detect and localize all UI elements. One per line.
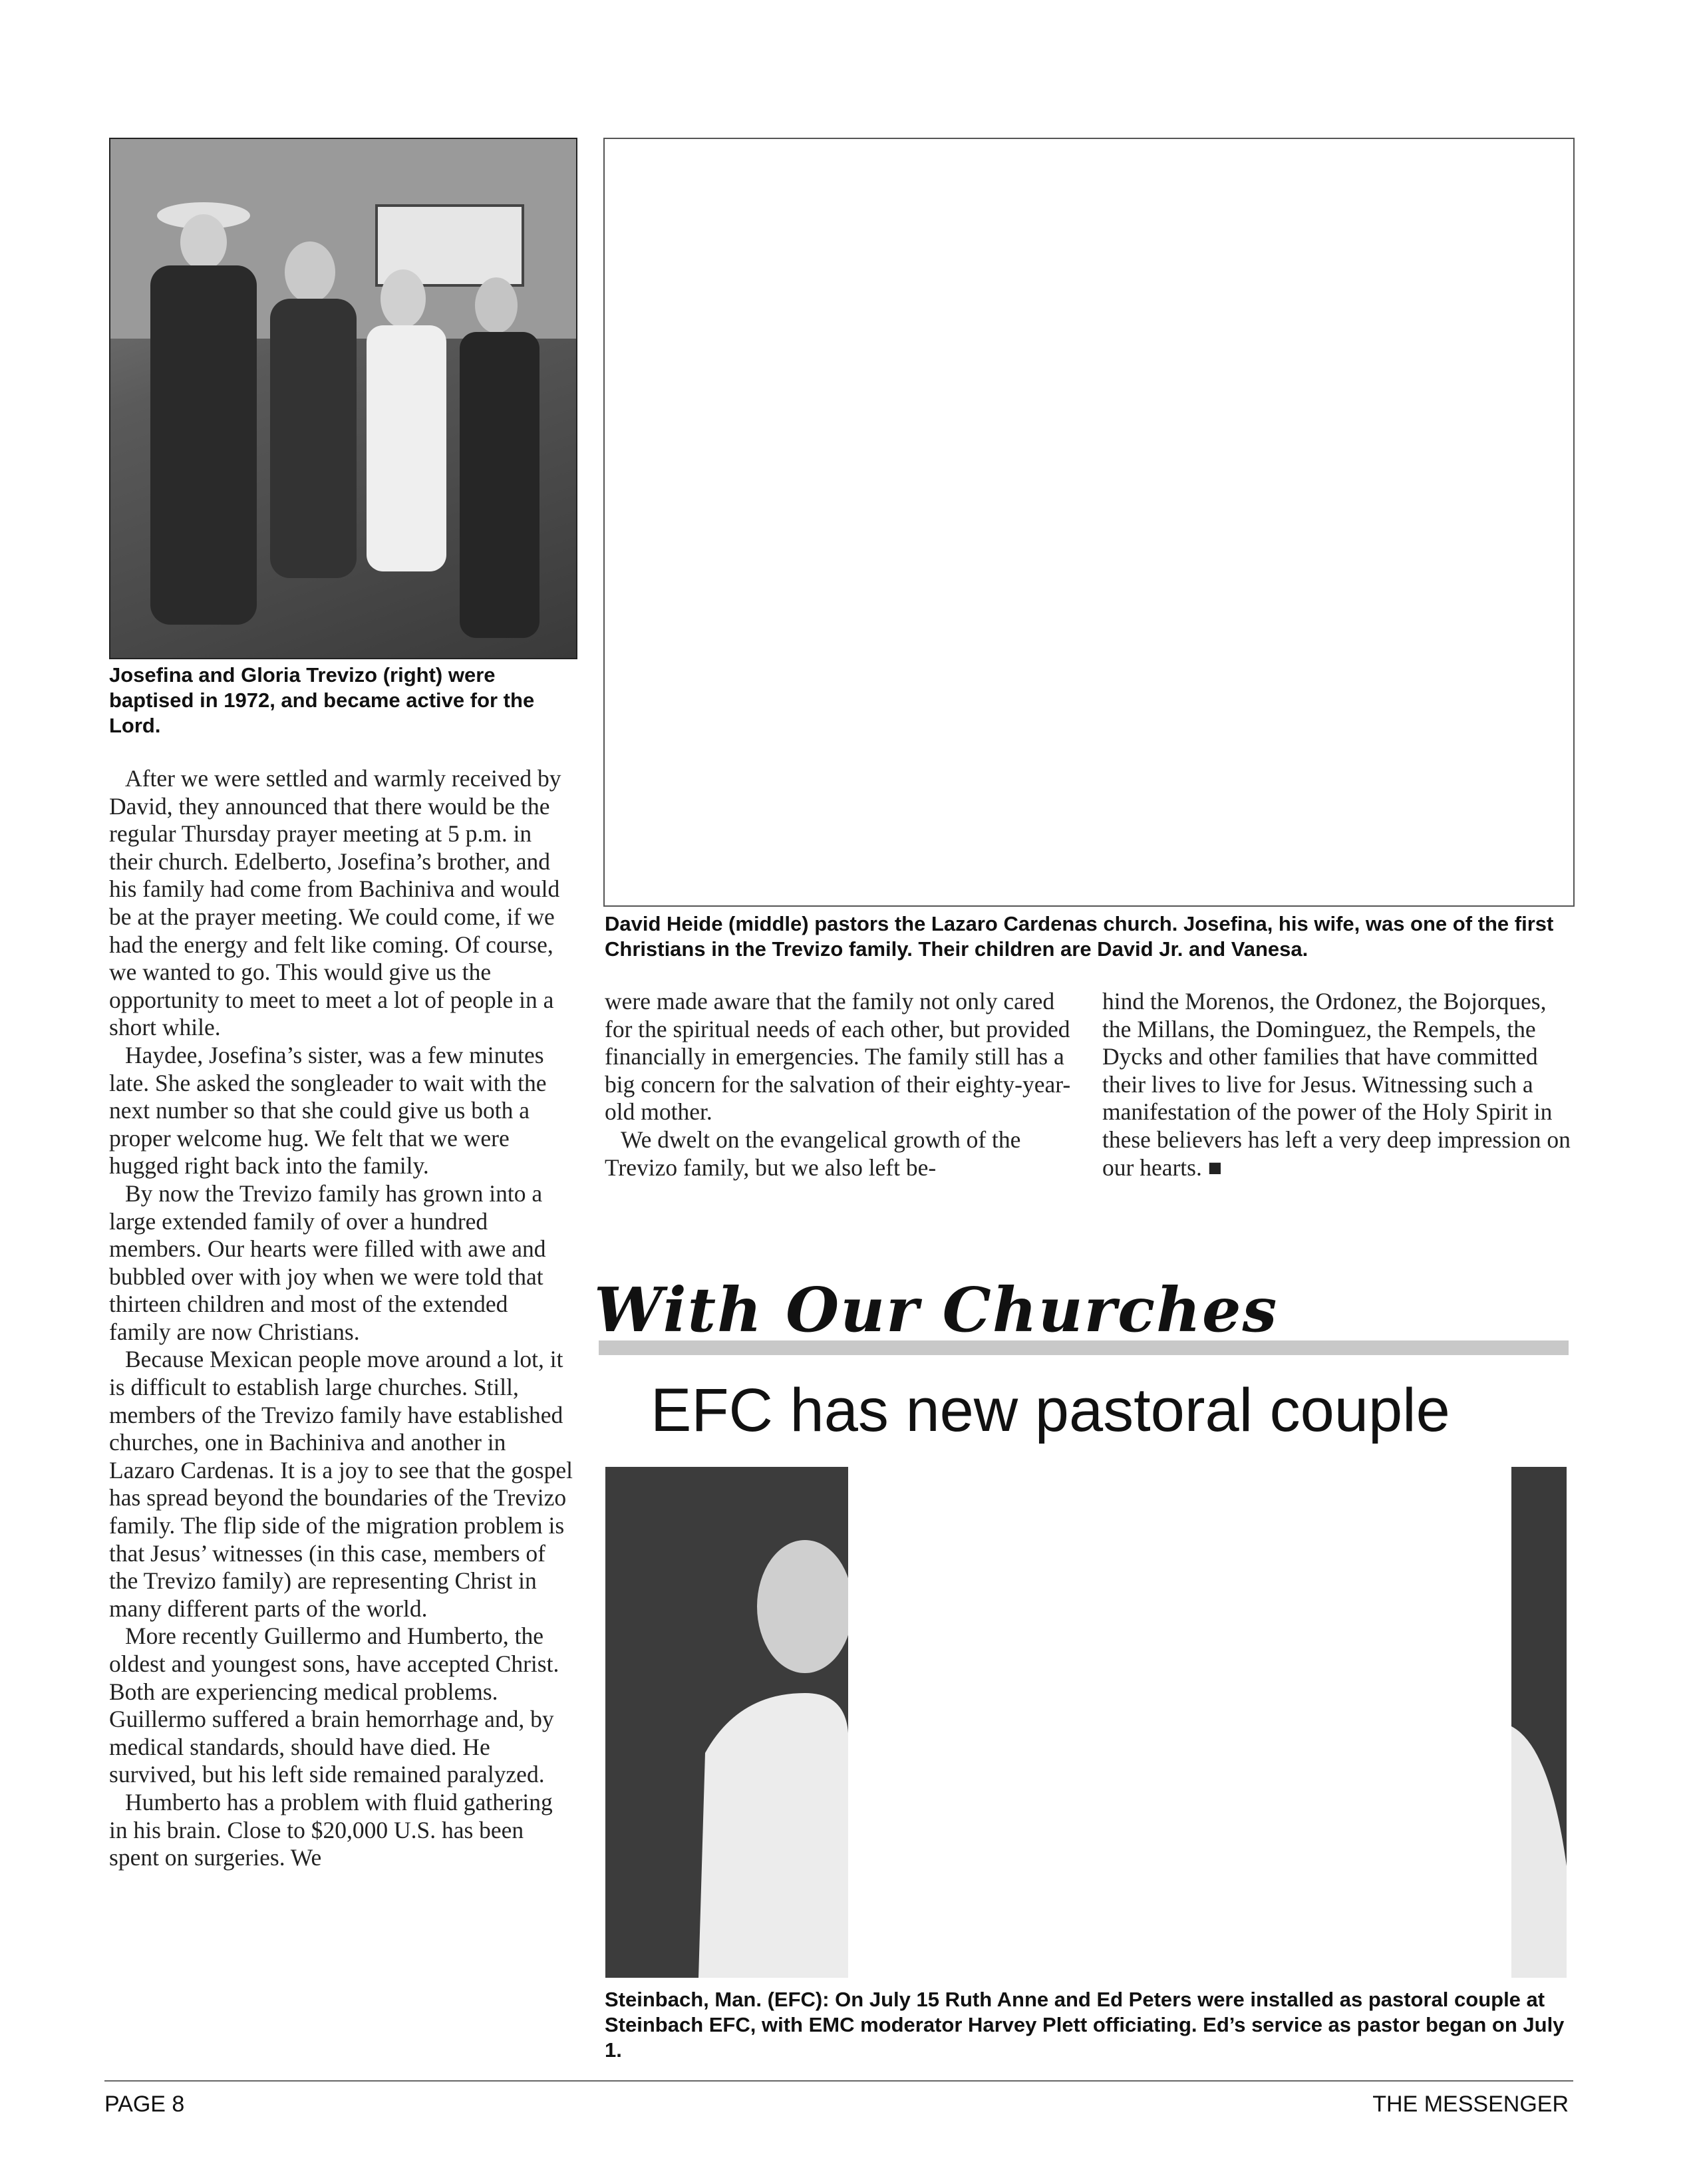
article-paragraph: More recently Guillermo and Humberto, the oldest and youngest sons, have accepted Christ. Both are experiencing medical problems. Guillermo suffered a brain hemorrhage and, by medical standards, should have died. He survived, but his left side remained paralyzed. [109, 1623, 559, 1788]
photo-masked-area [848, 1467, 1511, 1978]
article-paragraph: Because Mexican people move around a lot, it is difficult to establish large churches. Still, members of the Trevizo family have established churches, one in Bachiniva and another in Lazaro Cardenas. It is a joy to see that the gospel has spread beyond the boundaries of the Trevizo family. The flip side of the migration problem is that Jesus’ witnesses (in this case, members of the Trevizo family) are representing Christ in many different parts of the world. [109, 1346, 573, 1622]
article-column-2 [605, 988, 1077, 1181]
photo2-caption: David Heide (middle) pastors the Lazaro Cardenas church. Josefina, his wife, was one of the first Christians in the Trevizo family. Their children are David Jr. and Vanesa. [605, 912, 1554, 961]
article-paragraph: We dwelt on the evangelical growth of the Trevizo family, but we also left be- [605, 1126, 1021, 1181]
article-paragraph: Humberto has a problem with fluid gathering in his brain. Close to $20,000 U.S. has been spent on surgeries. We [109, 1788, 553, 1871]
article-paragraph: were made aware that the family not only cared for the spiritual needs of each other, but provided financially in emergencies. The family still has a big concern for the salvation of their eighty-year-old mother. [605, 988, 1071, 1126]
photo1-caption: Josefina and Gloria Trevizo (right) were baptised in 1972, and became active for the Lord. [109, 663, 535, 737]
pastoral-couple-photo [605, 1467, 1567, 1978]
publication-name: THE MESSENGER [1372, 2092, 1569, 2117]
article-paragraph: By now the Trevizo family has grown into a large extended family of over a hundred members. Our hearts were filled with awe and bubbled over with joy when we were told that thirteen children and most of the extended family are now Christians. [109, 1179, 546, 1345]
church-photo [603, 138, 1575, 907]
family-photo [109, 138, 577, 659]
family-photo-figures [110, 139, 576, 658]
article-column-1 [109, 765, 573, 1872]
article-paragraph: Haydee, Josefina’s sister, was a few minutes late. She asked the songleader to wait with the next number so that she could give us both a proper welcome hug. We felt that we were hugged right back into the family. [109, 1041, 547, 1179]
photo3-caption: Steinbach, Man. (EFC): On July 15 Ruth Anne and Ed Peters were installed as pastoral couple at Steinbach EFC, with EMC moderator Harvey Plett officiating. Ed’s service as pastor began on July 1. [605, 1988, 1565, 2062]
article-column-3 [1102, 988, 1575, 1181]
footer-rule [104, 2080, 1573, 2082]
article-paragraph: After we were settled and warmly received by David, they announced that there would be the regular Thursday prayer meeting at 5 p.m. in their church. Edelberto, Josefina’s brother, and his family had come from Bachiniva and would be at the prayer meeting. We could come, if we had the energy and felt like coming. Of course, we wanted to go. This would give us the opportunity to meet to meet a lot of people in a short while. [109, 765, 561, 1041]
article-headline: EFC has new pastoral couple [651, 1376, 1450, 1444]
article-paragraph: hind the Morenos, the Ordonez, the Bojorques, the Millans, the Dominguez, the Rempels, the Dycks and other families that have committed their lives to live for Jesus. Witnessing such a manifestation of the power of the Holy Spirit in these believers has left a very deep impression on our hearts. ■ [1102, 988, 1571, 1181]
section-title: With Our Churches [594, 1274, 1279, 1346]
page-number: PAGE 8 [104, 2092, 185, 2117]
